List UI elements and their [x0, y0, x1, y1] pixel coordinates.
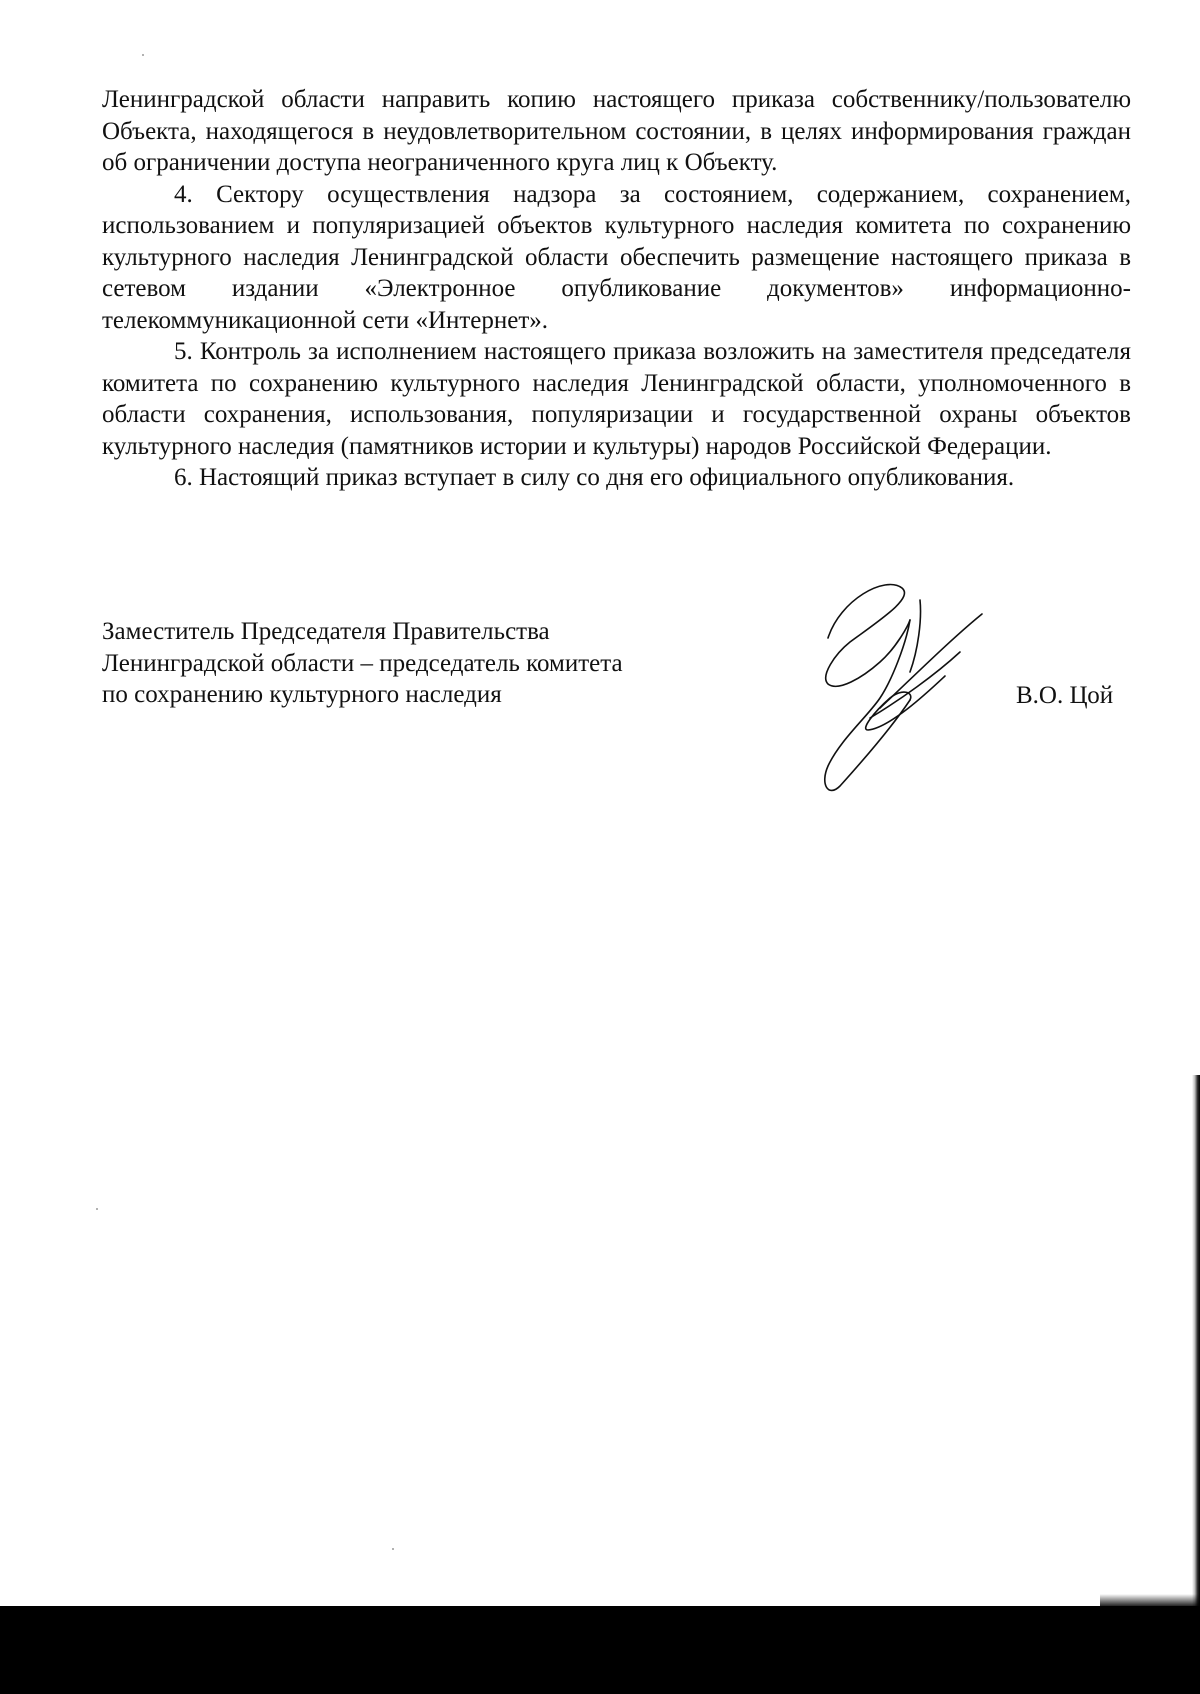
scan-edge-shadow — [1192, 1075, 1200, 1615]
signer-name: В.О. Цой — [1016, 682, 1114, 709]
signatory-position-line: по сохранению культурного наследия — [102, 681, 502, 708]
paragraph-continuation: Ленинградской области направить копию настоящего приказа собственнику/пользователю Объекта, находящегося в неудовлетворительном состоянии, в целях информирования граждан об ограничении доступа неограниченного круга лиц к Объекту. — [102, 86, 1131, 176]
scan-speck — [142, 54, 144, 56]
handwritten-signature — [810, 580, 1040, 800]
signatory-position-line: Заместитель Председателя Правительства — [102, 618, 550, 645]
scan-speck — [96, 1208, 98, 1210]
scan-bottom-border — [0, 1606, 1200, 1694]
signatory-position — [102, 616, 722, 711]
scan-speck — [392, 1548, 394, 1550]
paragraph-item-6: 6. Настоящий приказ вступает в силу со дня его официального опубликования. — [174, 464, 1015, 491]
paragraph-item-5: 5. Контроль за исполнением настоящего приказа возложить на заместителя председателя комитета по сохранению культурного наследия Ленинградской области, уполномоченного в области сохранения, использования, популяризации и государственной охраны объектов культурного наследия (памятников истории и культуры) народов Российской Федерации. — [102, 338, 1131, 460]
signatory-position-line: Ленинградской области – председатель комитета — [102, 649, 623, 677]
paragraph-item-4: 4. Сектору осуществления надзора за состоянием, содержанием, сохранением, использованием и популяризацией объектов культурного наследия комитета по сохранению культурного наследия Ленинградской области обеспечить размещение настоящего приказа в сетевом издании «Электронное опубликование документов» информационно-телекоммуникационной сети «Интернет». — [102, 180, 1131, 334]
document-body — [102, 84, 1131, 494]
